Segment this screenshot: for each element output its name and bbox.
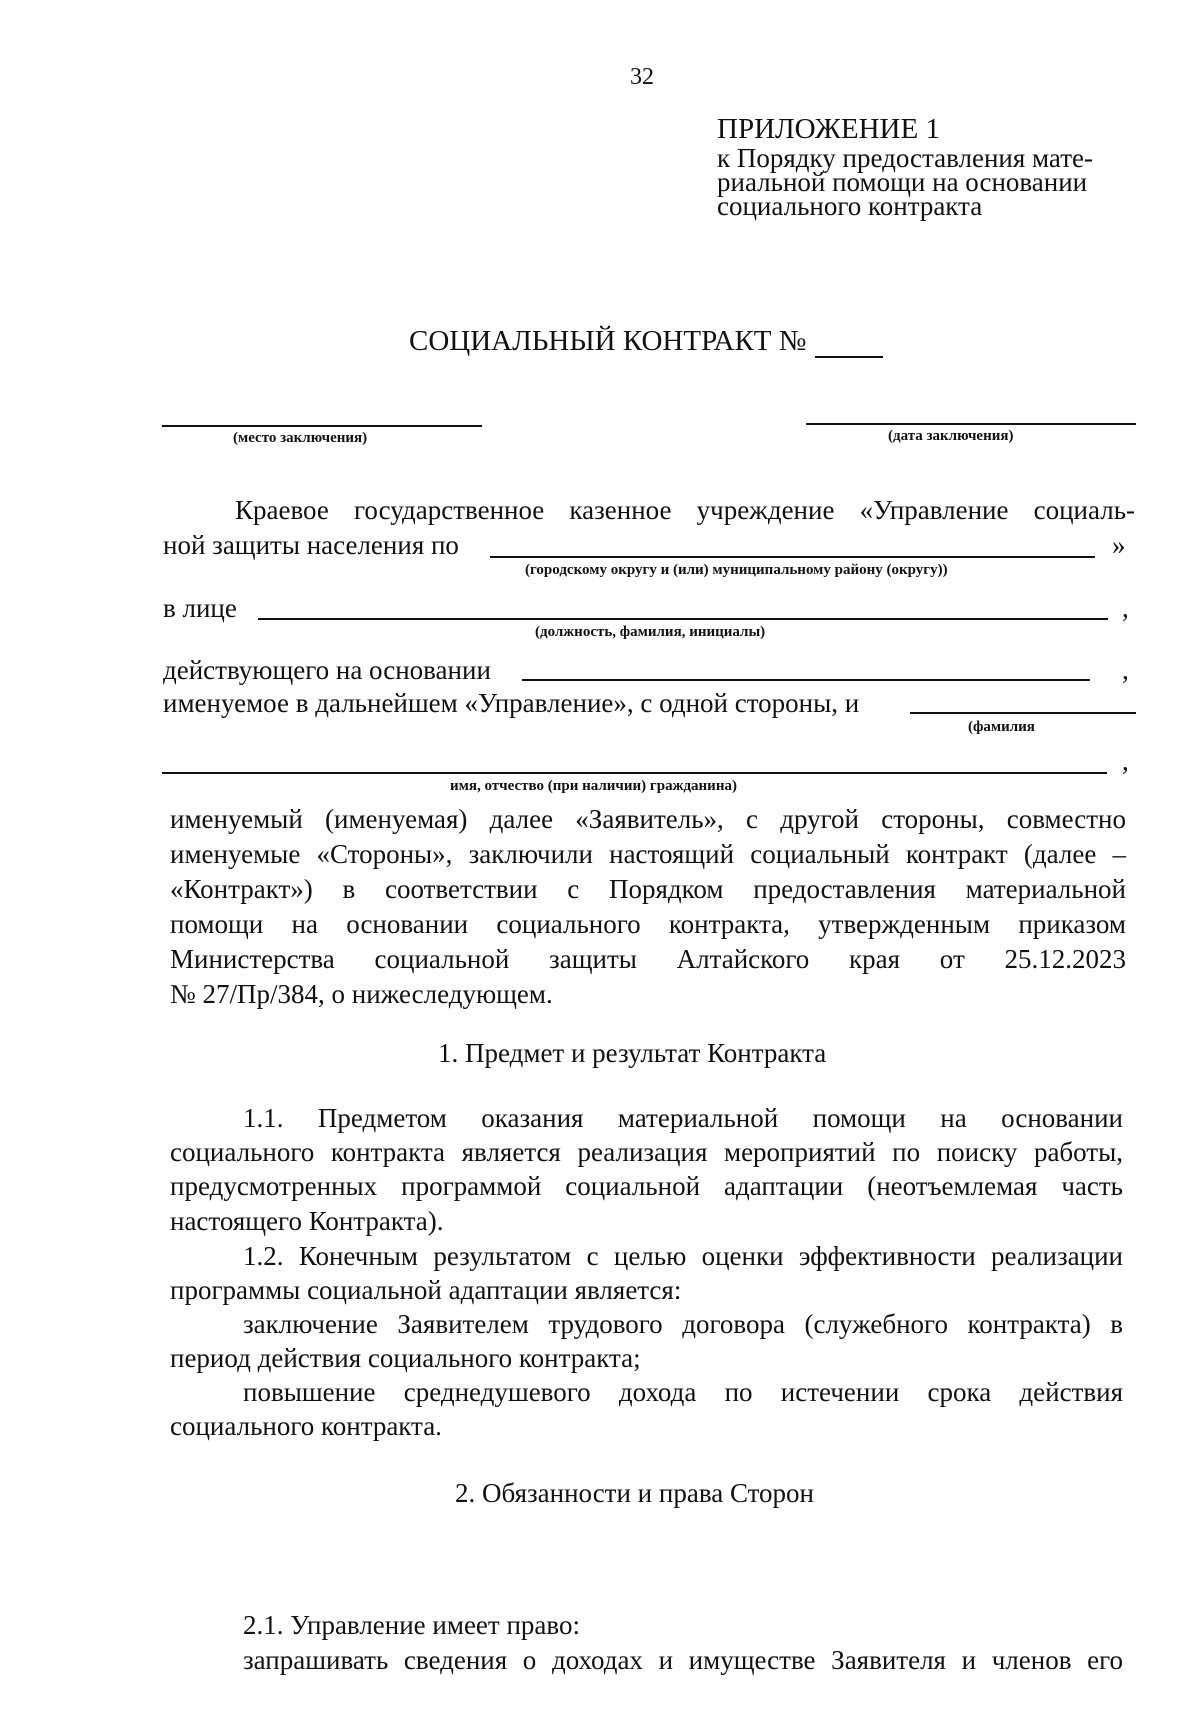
section-2-title: 2. Обязанности и права Сторон [455,1478,814,1508]
person-prefix: в лице [163,593,237,623]
clause-1-1-line: 1.1. Предметом оказания материальной помощи на основании [243,1103,1123,1133]
preamble-line: Министерства социальной защиты Алтайского края от 25.12.2023 [170,944,1126,974]
person-comma: , [1122,593,1129,623]
named-prefix: именуемое в дальнейшем «Управление», с одной стороны, и [163,688,860,718]
full-name-label: имя, отчество (при наличии) гражданина) [450,778,737,794]
place-blank [162,425,482,427]
person-blank [258,618,1108,620]
district-blank [490,556,1095,558]
clause-1-1-line: социального контракта является реализация мероприятий по поиску работы, [170,1137,1123,1167]
preamble-line: «Контракт») в соответствии с Порядком предоставления материальной [170,874,1126,904]
clause-2-1: 2.1. Управление имеет право: [243,1610,580,1640]
district-label: (городскому округу и (или) муниципальному району (округу)) [525,562,948,578]
appendix-line-3: социального контракта [717,191,983,221]
section-1-title: 1. Предмет и результат Контракта [438,1038,827,1068]
full-name-blank [162,772,1107,774]
appendix-line-1: к Порядку предоставления мате- [717,143,1093,173]
page-number: 32 [630,64,654,90]
contract-number-blank [815,356,883,358]
place-label: (место заключения) [233,430,368,446]
surname-label: (фамилия [968,719,1035,735]
preamble-line: помощи на основании социального контракта, утвержденным приказом [170,909,1126,939]
date-label: (дата заключения) [888,428,1014,444]
clause-1-2-item-b-last: социального контракта. [170,1411,442,1441]
preamble-line: именуемый (именуемая) далее «Заявитель», с другой стороны, совместно [170,804,1126,834]
clause-1-1-last-line: настоящего Контракта). [170,1206,444,1236]
basis-prefix: действующего на основании [163,655,491,685]
preamble-line: именуемые «Стороны», заключили настоящий социальный контракт (далее – [170,839,1126,869]
preamble-last-line: № 27/Пр/384, о нижеследующем. [170,979,553,1009]
full-name-comma: , [1122,746,1129,776]
date-blank [806,423,1136,425]
appendix-title: ПРИЛОЖЕНИЕ 1 [717,113,940,145]
clause-1-2-item-a-last: период действия социального контракта; [170,1343,641,1373]
clause-1-2-last-line: программы социальной адаптации является: [170,1275,682,1305]
contract-title: СОЦИАЛЬНЫЙ КОНТРАКТ № [409,325,807,357]
clause-2-1-item-a: запрашивать сведения о доходах и имуществе Заявителя и членов его [243,1645,1123,1675]
clause-1-2-line: 1.2. Конечным результатом с целью оценки эффективности реализации [243,1241,1123,1271]
basis-blank [522,679,1090,681]
intro-line-2-suffix: » [1112,530,1126,560]
basis-comma: , [1122,655,1129,685]
intro-line-2-prefix: ной защиты населения по [163,530,459,560]
clause-1-1-line: предусмотренных программой социальной адаптации (неотъемлемая часть [170,1171,1123,1201]
position-label: (должность, фамилия, инициалы) [535,624,766,640]
appendix-line-2: риальной помощи на основании [717,167,1088,197]
intro-line-1: Краевое государственное казенное учреждение «Управление социаль- [235,495,1135,525]
party-blank [910,712,1136,714]
clause-1-2-item-b-line: повышение среднедушевого дохода по истечении срока действия [243,1377,1123,1407]
clause-1-2-item-a-line: заключение Заявителем трудового договора (служебного контракта) в [243,1309,1123,1339]
